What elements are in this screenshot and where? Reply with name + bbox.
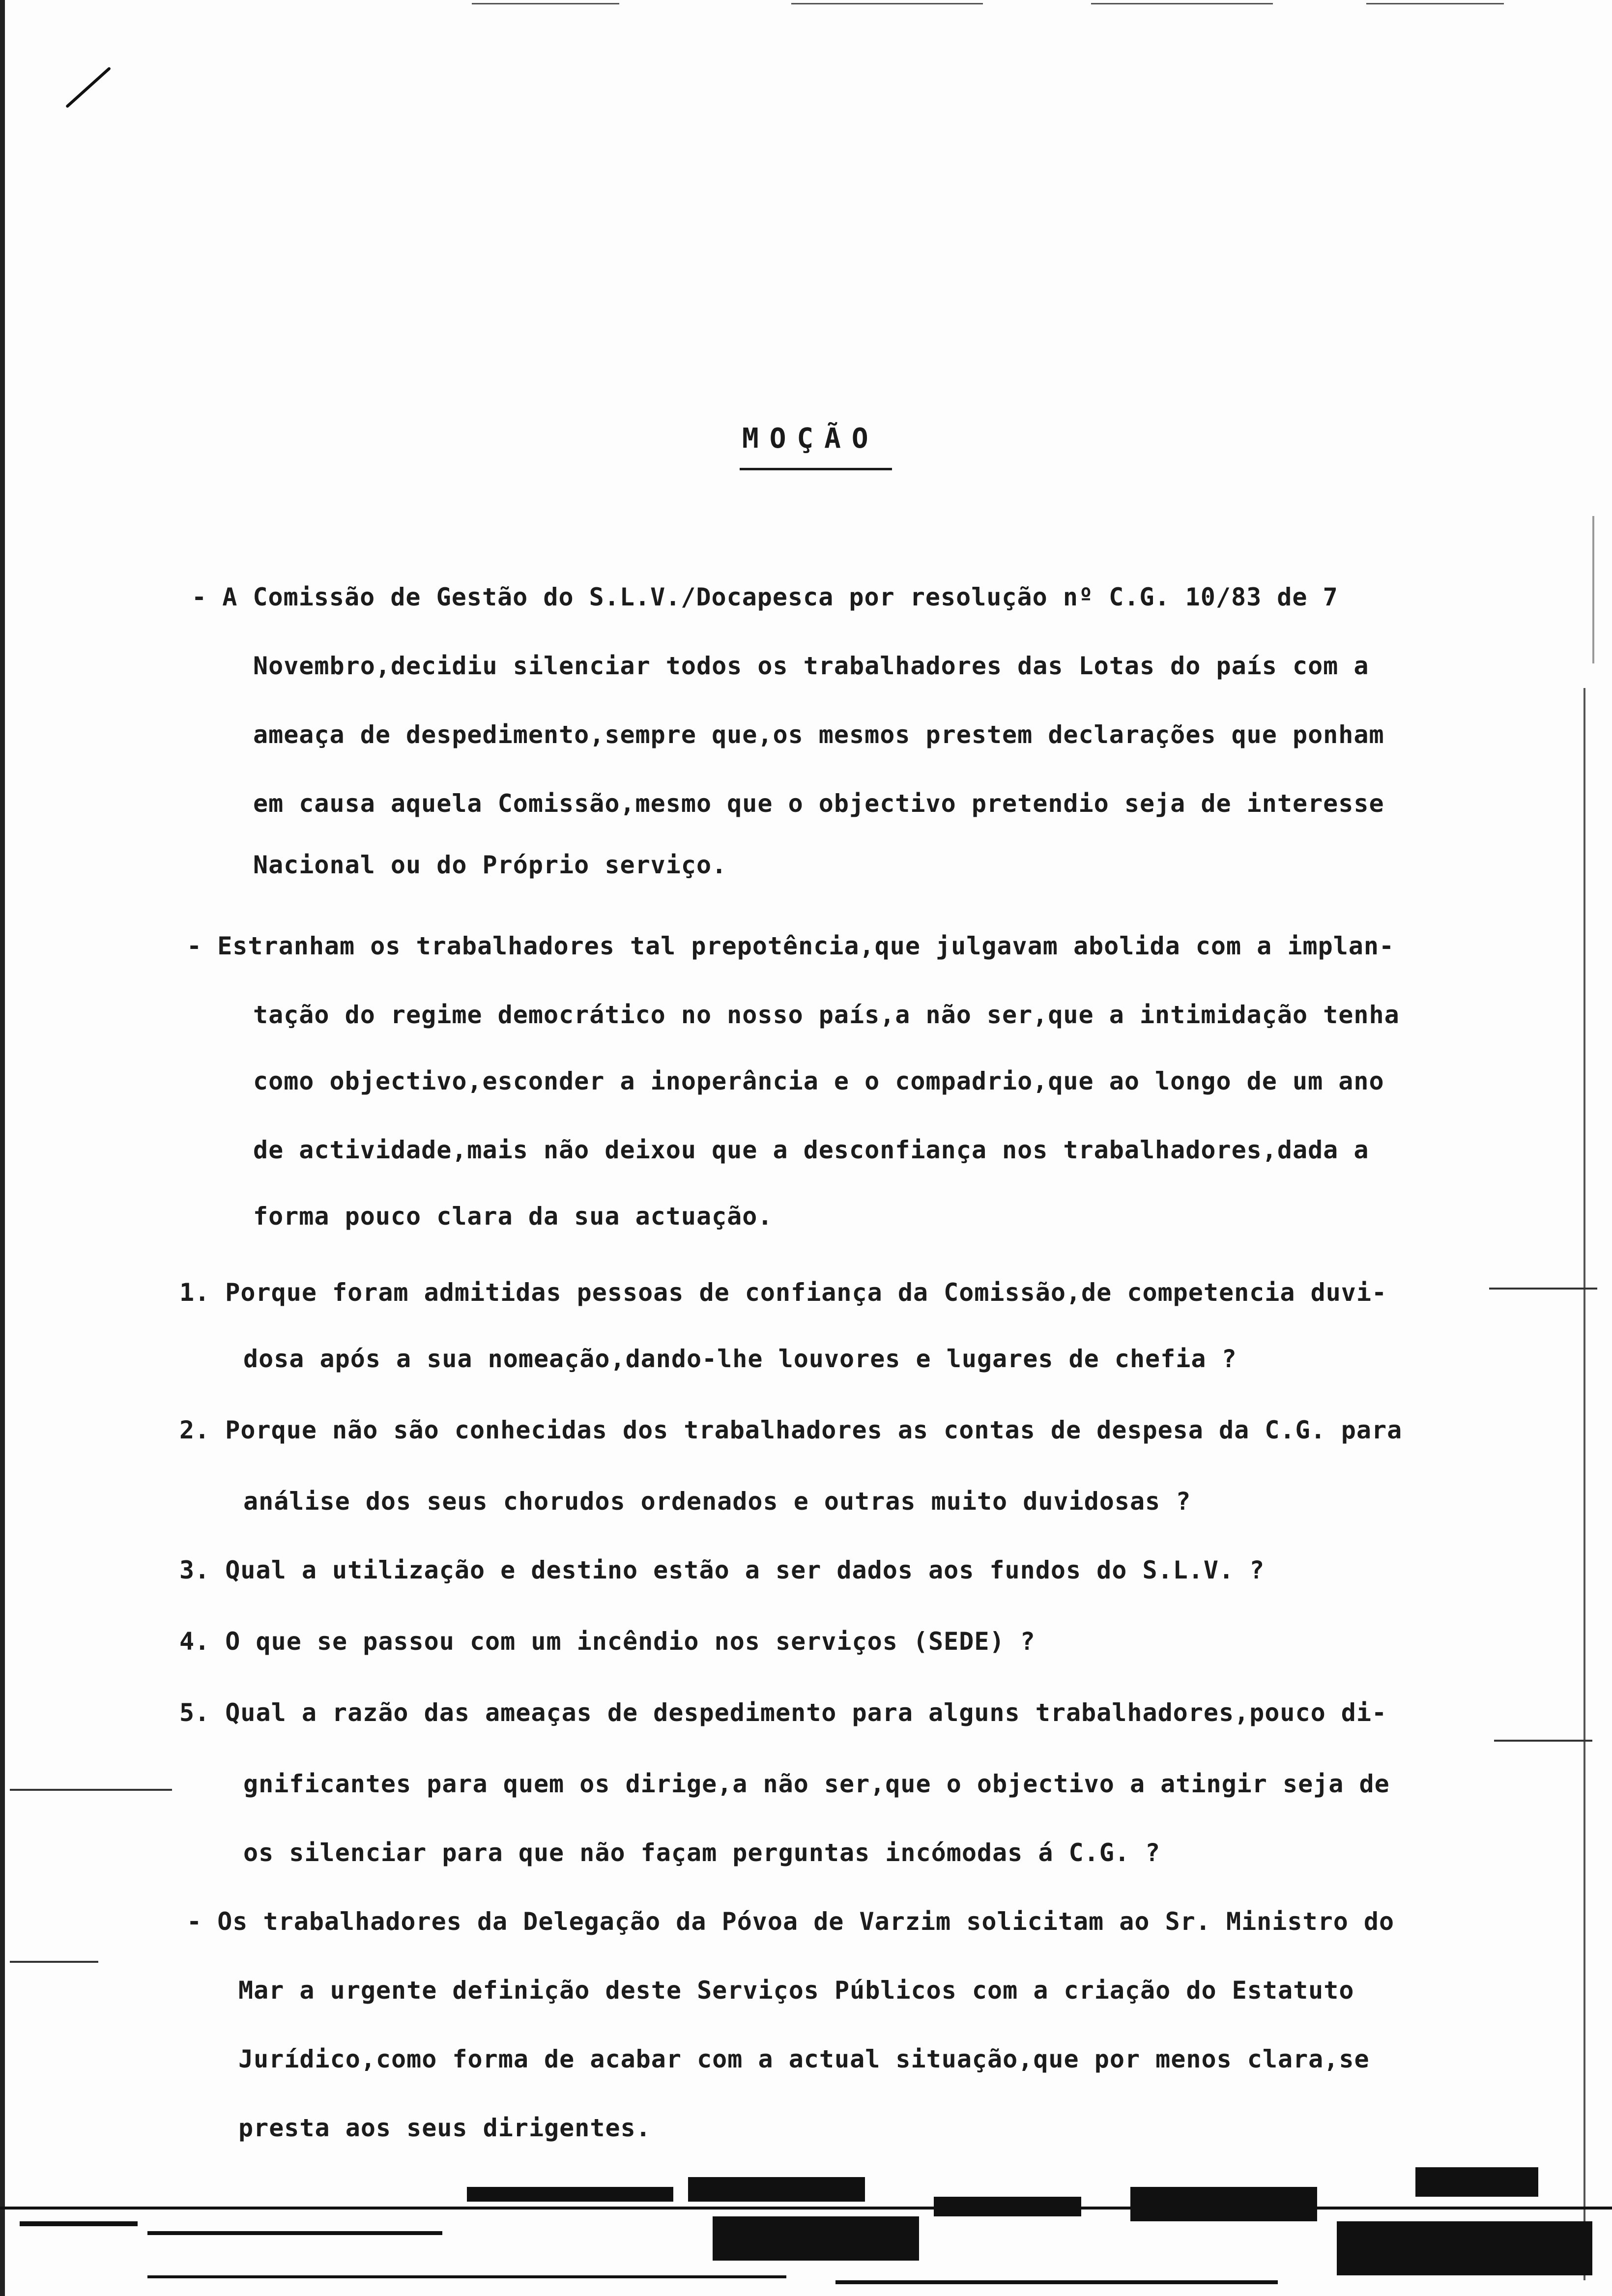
paragraph-line: presta aos seus dirigentes. bbox=[238, 2114, 651, 2142]
paragraph-line: ameaça de despedimento,sempre que,os mesmos prestem declarações que ponham bbox=[253, 720, 1384, 749]
question-line: 5. Qual a razão das ameaças de despedimento para alguns trabalhadores,pouco di- bbox=[179, 1698, 1387, 1727]
paragraph-line: de actividade,mais não deixou que a desconfiança nos trabalhadores,dada a bbox=[253, 1136, 1369, 1164]
scan-edge-right bbox=[1592, 516, 1594, 663]
scan-mark-top bbox=[1366, 3, 1504, 4]
question-line: 2. Porque não são conhecidas dos trabalhadores as contas de despesa da C.G. para bbox=[179, 1416, 1403, 1444]
paragraph-line: Mar a urgente definição deste Serviços Públicos com a criação do Estatuto bbox=[238, 1976, 1354, 2005]
scan-dash bbox=[10, 1789, 172, 1791]
scan-mark-top bbox=[791, 3, 983, 4]
scan-edge-left bbox=[0, 0, 5, 2296]
paragraph-line: Jurídico,como forma de acabar com a actual situação,que por menos clara,se bbox=[238, 2045, 1370, 2073]
title-underline bbox=[740, 468, 892, 470]
question-line: gnificantes para quem os dirige,a não ser,que o objectivo a atingir seja de bbox=[243, 1770, 1390, 1798]
question-line: 3. Qual a utilização e destino estão a ser dados aos fundos do S.L.V. ? bbox=[179, 1556, 1265, 1584]
paragraph-line: Novembro,decidiu silenciar todos os trabalhadores das Lotas do país com a bbox=[253, 652, 1369, 680]
paragraph-line: tação do regime democrático no nosso país,a não ser,que a intimidação tenha bbox=[253, 1001, 1400, 1029]
question-line: análise dos seus chorudos ordenados e outras muito duvidosas ? bbox=[243, 1487, 1191, 1516]
scan-edge-right bbox=[1583, 688, 1585, 2280]
paragraph-line: em causa aquela Comissão,mesmo que o objectivo pretendio seja de interesse bbox=[253, 789, 1384, 818]
handwritten-slash-mark bbox=[65, 66, 111, 108]
question-line: os silenciar para que não façam perguntas incómodas á C.G. ? bbox=[243, 1838, 1161, 1867]
paragraph-line: - Os trabalhadores da Delegação da Póvoa de Varzim solicitam ao Sr. Ministro do bbox=[187, 1907, 1395, 1936]
paragraph-line: Nacional ou do Próprio serviço. bbox=[253, 851, 727, 879]
paragraph-line: - A Comissão de Gestão do S.L.V./Docapesca por resolução nº C.G. 10/83 de 7 bbox=[192, 583, 1338, 611]
scan-noise-bottom bbox=[0, 2148, 1612, 2296]
question-line: 4. O que se passou com um incêndio nos serviços (SEDE) ? bbox=[179, 1627, 1036, 1656]
question-line: dosa após a sua nomeação,dando-lhe louvores e lugares de chefia ? bbox=[243, 1345, 1237, 1373]
paragraph-line: como objectivo,esconder a inoperância e o compadrio,que ao longo de um ano bbox=[253, 1067, 1384, 1095]
question-line: 1. Porque foram admitidas pessoas de confiança da Comissão,de competencia duvi- bbox=[179, 1278, 1387, 1307]
scan-mark-top bbox=[1091, 3, 1273, 4]
document-title: MOÇÃO bbox=[742, 423, 879, 455]
paragraph-line: forma pouco clara da sua actuação. bbox=[253, 1202, 773, 1231]
paragraph-line: - Estranham os trabalhadores tal prepotência,que julgavam abolida com a implan- bbox=[187, 932, 1395, 960]
scan-dash bbox=[1494, 1740, 1592, 1742]
scan-dash bbox=[1489, 1288, 1597, 1290]
scan-mark-top bbox=[472, 3, 619, 4]
scan-dash bbox=[10, 1961, 98, 1963]
